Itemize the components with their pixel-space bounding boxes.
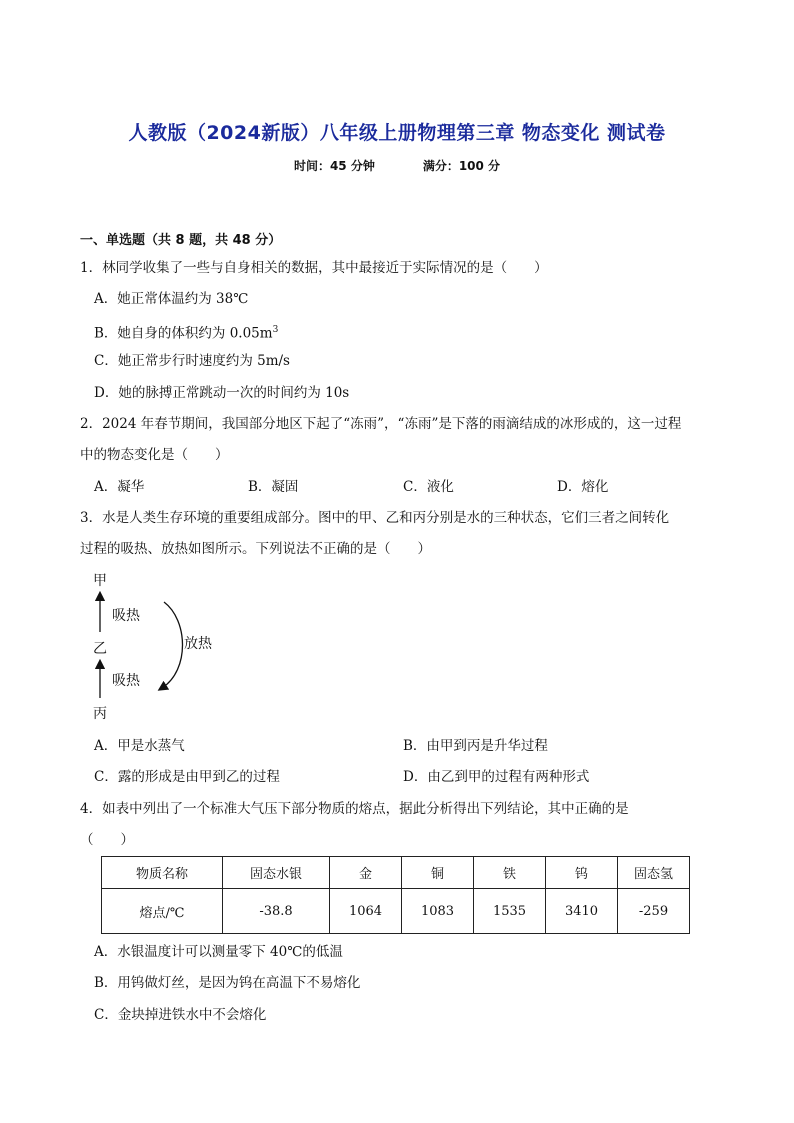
- question-3-options-row2: [94, 767, 714, 787]
- release-arrow: [162, 602, 183, 688]
- table-cell: 熔点/℃: [102, 889, 223, 934]
- table-cell: 固态氢: [618, 857, 690, 889]
- question-2-option-d: D．熔化: [557, 479, 609, 495]
- question-4-option-b: B．用钨做灯丝，是因为钨在高温下不易熔化: [94, 975, 361, 991]
- state-change-diagram: [88, 570, 228, 725]
- table-cell: -38.8: [223, 889, 330, 934]
- question-2-option-c: C．液化: [403, 479, 454, 495]
- question-4-stem-line1: 4．如表中列出了一个标准大气压下部分物质的熔点，据此分析得出下列结论，其中正确的是: [80, 801, 629, 817]
- table-cell: 铜: [402, 857, 474, 889]
- question-2-stem-line2: 中的物态变化是（ ）: [80, 447, 229, 463]
- question-3-options-row1: [94, 736, 714, 756]
- question-3-option-b: B．由甲到丙是升华过程: [403, 738, 548, 754]
- question-1-option-c: C．她正常步行时速度约为 5m/s: [94, 353, 290, 369]
- question-3-option-c: C．露的形成是由甲到乙的过程: [94, 769, 280, 785]
- question-2-option-a: A．凝华: [94, 479, 145, 495]
- table-cell: 固态水银: [223, 857, 330, 889]
- release-label: 放热: [184, 636, 212, 652]
- table-cell: 1064: [330, 889, 402, 934]
- page-title: 人教版（2024新版）八年级上册物理第三章 物态变化 测试卷: [128, 122, 666, 144]
- table-cell: 1535: [474, 889, 546, 934]
- absorb-label-upper: 吸热: [112, 608, 140, 624]
- table-row: [102, 889, 690, 934]
- question-3-option-a: A．甲是水蒸气: [94, 738, 185, 754]
- absorb-label-lower: 吸热: [112, 673, 140, 689]
- table-cell: 钨: [546, 857, 618, 889]
- state-bottom-label: 丙: [93, 706, 107, 722]
- question-1-option-d: D．她的脉搏正常跳动一次的时间约为 10s: [94, 385, 350, 401]
- question-1-stem: 1．林同学收集了一些与自身相关的数据，其中最接近于实际情况的是（ ）: [80, 260, 548, 276]
- table-header-row: [102, 857, 690, 889]
- question-4-stem-line2: （ ）: [80, 832, 134, 848]
- question-4-option-c: C．金块掉进铁水中不会熔化: [94, 1007, 267, 1023]
- time-limit: 时间：45 分钟: [293, 159, 375, 173]
- question-3-stem-line1: 3．水是人类生存环境的重要组成部分。图中的甲、乙和丙分别是水的三种状态，它们三者之间转化: [80, 510, 670, 526]
- melting-point-table: [101, 856, 690, 934]
- question-1-option-b: [94, 320, 278, 344]
- full-score: 满分：100 分: [422, 159, 501, 173]
- table-cell: 金: [330, 857, 402, 889]
- table-cell: -259: [618, 889, 690, 934]
- state-top-label: 甲: [93, 573, 107, 589]
- table-cell: 1083: [402, 889, 474, 934]
- option-b-superscript: 3: [272, 325, 279, 335]
- table-cell: 铁: [474, 857, 546, 889]
- question-1-option-a: A．她正常体温约为 38℃: [94, 291, 249, 307]
- question-2-options: [94, 477, 694, 497]
- option-b-text: B．她自身的体积约为 0.05m: [94, 325, 273, 342]
- table-cell: 3410: [546, 889, 618, 934]
- question-2-stem-line1: 2．2024 年春节期间，我国部分地区下起了“冻雨”，“冻雨”是下落的雨滴结成的冰形成的，这一过程: [80, 416, 682, 432]
- state-middle-label: 乙: [93, 641, 107, 657]
- section-heading: 一、单选题（共 8 题，共 48 分）: [80, 233, 282, 248]
- exam-info: [0, 157, 794, 174]
- question-2-option-b: B．凝固: [248, 479, 299, 495]
- question-4-option-a: A．水银温度计可以测量零下 40℃的低温: [94, 944, 343, 960]
- question-3-stem-line2: 过程的吸热、放热如图所示。下列说法不正确的是（ ）: [80, 541, 431, 557]
- question-3-option-d: D．由乙到甲的过程有两种形式: [403, 769, 590, 785]
- table-cell: 物质名称: [102, 857, 223, 889]
